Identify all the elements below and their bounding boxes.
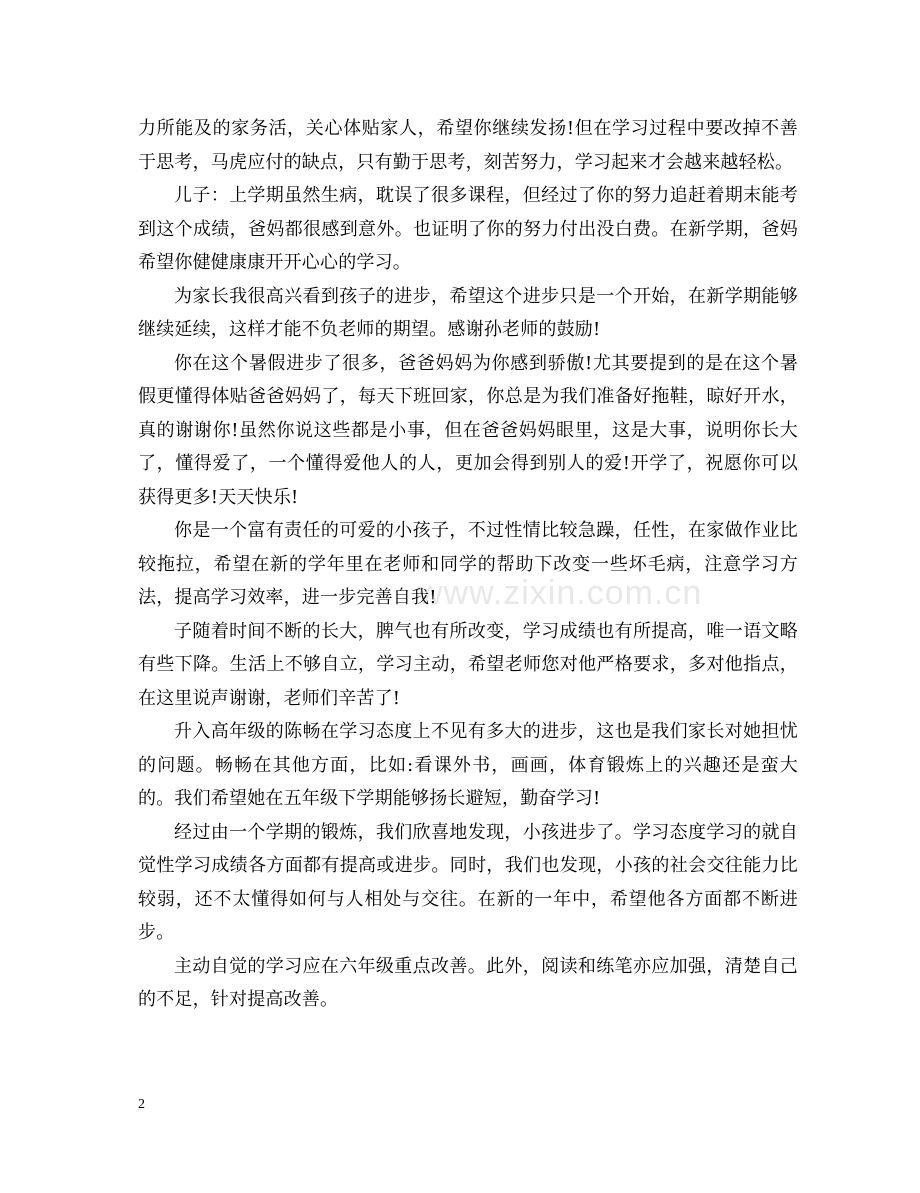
paragraph: 经过由一个学期的锻炼，我们欣喜地发现，小孩进步了。学习态度学习的就自觉性学习成绩各方面都有提高或进步。同时，我们也发现，小孩的社会交往能力比较弱，还不太懂得如何与人相处与交往。在新的一年中，希望他各方面都不断进步。	[138, 821, 798, 943]
paragraph: 主动自觉的学习应在六年级重点改善。此外，阅读和练笔亦应加强，清楚自己的不足，针对提高改善。	[138, 955, 798, 1010]
paragraph: 你在这个暑假进步了很多，爸爸妈妈为你感到骄傲!尤其要提到的是在这个暑假更懂得体贴爸爸妈妈了，每天下班回家，你总是为我们准备好拖鞋，晾好开水，真的谢谢你!虽然你说这些都是小事，但在爸爸妈妈眼里，这是大事，说明你长大了，懂得爱了，一个懂得爱他人的人，更加会得到别人的爱!开学了，祝愿你可以获得更多!天天快乐!	[138, 352, 798, 508]
paragraph: 儿子：上学期虽然生病，耽误了很多课程，但经过了你的努力追赶着期末能考到这个成绩，爸妈都很感到意外。也证明了你的努力付出没白费。在新学期，爸妈希望你健健康康开开心心的学习。	[138, 185, 798, 273]
paragraph-continued: 力所能及的家务活，关心体贴家人，希望你继续发扬!但在学习过程中要改掉不善于思考，马虎应付的缺点，只有勤于思考，刻苦努力，学习起来才会越来越轻松。	[138, 118, 798, 173]
watermark: www.zixin.com.cn	[418, 574, 703, 612]
page-number: 2	[138, 1097, 145, 1112]
paragraph: 你是一个富有责任的可爱的小孩子，不过性情比较急躁，任性，在家做作业比较拖拉，希望在新的学年里在老师和同学的帮助下改变一些坏毛病，注意学习方法，提高学习效率，进一步完善自我!	[138, 520, 798, 608]
paragraph: 为家长我很高兴看到孩子的进步，希望这个进步只是一个开始，在新学期能够继续延续，这样才能不负老师的期望。感谢孙老师的鼓励!	[138, 285, 798, 340]
paragraph: 升入高年级的陈畅在学习态度上不见有多大的进步，这也是我们家长对她担忧的问题。畅畅在其他方面，比如:看课外书，画画，体育锻炼上的兴趣还是蛮大的。我们希望她在五年级下学期能够扬长避短，勤奋学习!	[138, 721, 798, 809]
document-body	[138, 112, 798, 1017]
paragraph: 子随着时间不断的长大，脾气也有所改变，学习成绩也有所提高，唯一语文略有些下降。生活上不够自立，学习主动，希望老师您对他严格要求，多对他指点，在这里说声谢谢，老师们辛苦了!	[138, 620, 798, 709]
